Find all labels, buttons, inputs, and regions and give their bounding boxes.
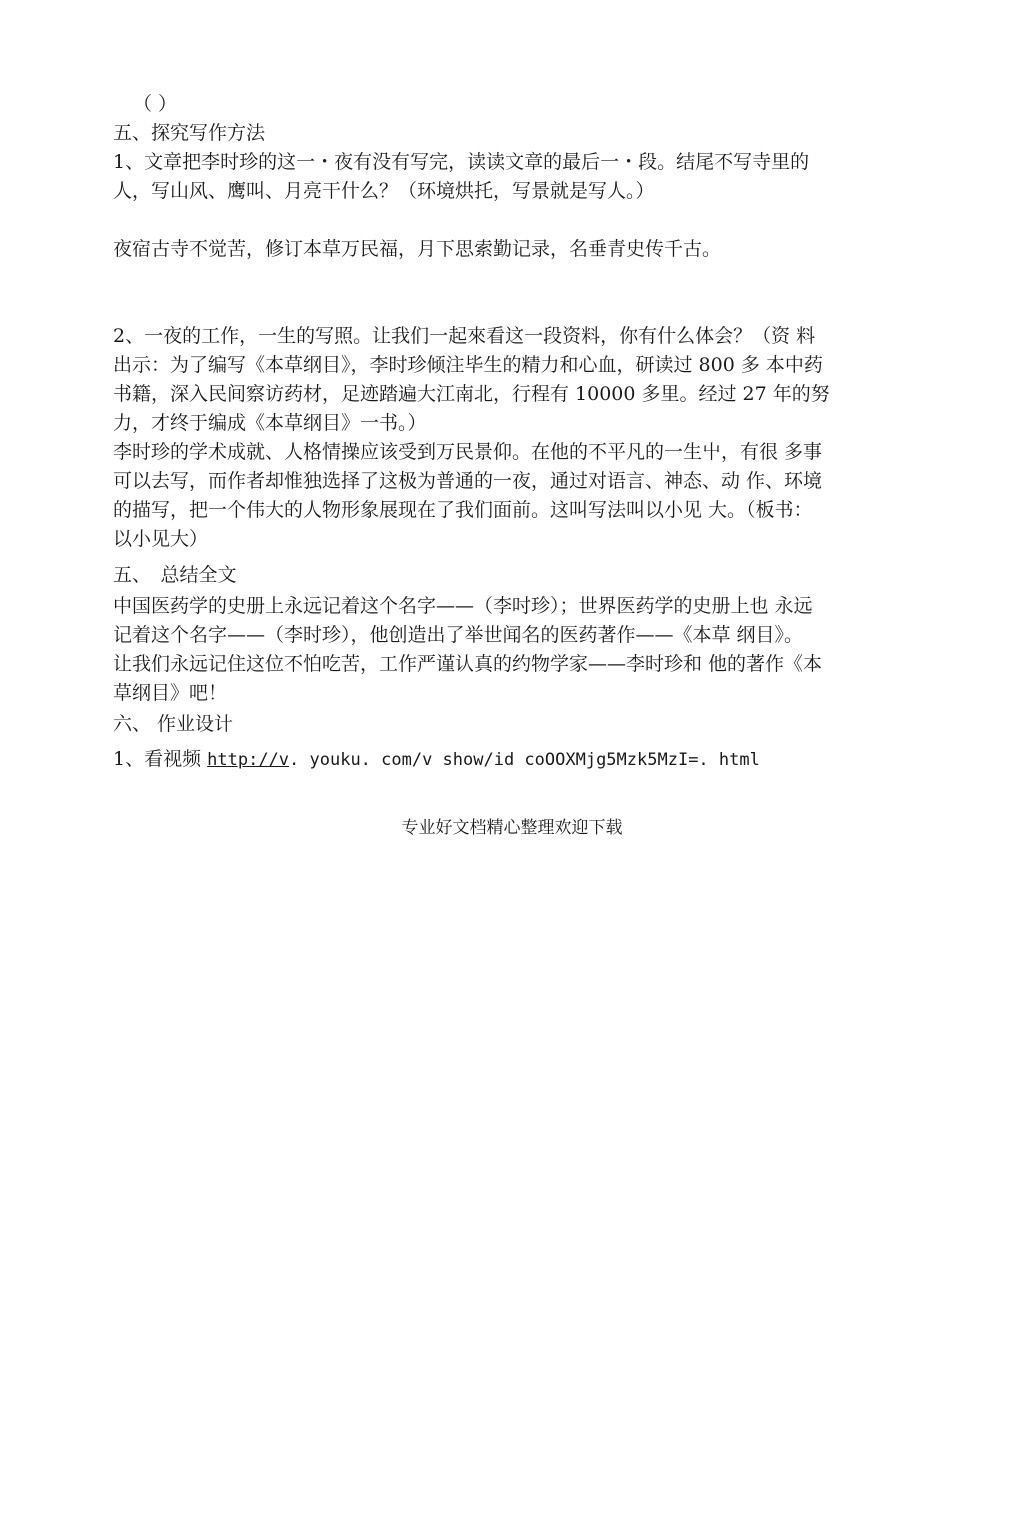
section-6-title-text: 六、 作业设计 xyxy=(113,713,234,735)
analysis-line-3: 的描写，把一个伟大的人物形象展现在了我们面前。这叫写法叫以小见 大。（板书： xyxy=(113,499,813,521)
analysis-line-4: 以小见大） xyxy=(113,528,209,550)
analysis-line-2: 可以去写，而作者却惟独选择了这极为普通的一夜，通过对语言、神态、动 作、环境 xyxy=(113,470,823,492)
question-1-line-1: 1、文章把李时珍的这一・夜有没有写完，读读文章的最后一・段。结尾不写寺里的 xyxy=(113,151,810,173)
section-5-title xyxy=(113,119,913,148)
paren-text: （ ） xyxy=(133,93,178,115)
page-footer: 专业好文档精心整理欢迎下载 xyxy=(401,818,623,838)
section-6-title xyxy=(113,710,913,739)
video-link[interactable]: http://v xyxy=(207,750,290,770)
poem-text: 夜宿古寺不觉苦，修订本草万民福，月下思索勤记录，名垂青史传千古。 xyxy=(113,238,722,260)
video-link-rest: . youku. com/v show/id coOOXMjg5Mzk5MzI=. html xyxy=(289,750,760,770)
question-1-line-2: 人，写山风、鹰叫、月亮干什么？（环境烘托，写景就是写人。） xyxy=(113,180,655,202)
paren-block xyxy=(113,90,913,119)
homework-1-prefix: 1、看视频 xyxy=(113,748,208,770)
homework-1-line xyxy=(113,745,913,775)
summary-line-2: 记着这个名字——（李时珍），他创造出了举世闻名的医药著作——《本草 纲目》。 xyxy=(113,624,804,646)
analysis-line-1: 李时珍的学术成就、人格情操应该受到万民景仰。在他的不平凡的一生屮，有很 多事 xyxy=(113,441,823,463)
summary-line-4: 草纲目》吧！ xyxy=(113,682,228,704)
summary-line-1: 中国医药学的史册上永远记着这个名字——（李吋珍）；世界医药学的史册上也 永远 xyxy=(113,595,813,617)
question-2 xyxy=(113,322,913,438)
question-2-line-4: 力，才终于编成《本草纲目》一书。） xyxy=(113,412,427,434)
analysis-paragraph xyxy=(113,438,913,554)
question-1 xyxy=(113,148,913,206)
question-2-line-3: 书籍，深入民间察访药材，足迹踏遍大江南北，行程有 10000 多里。经过 27 年的努 xyxy=(113,383,830,405)
question-2-line-1: 2、一夜的工作，一生的写照。让我们一起來看这一段资料，你有什么体会？（资 料 xyxy=(113,325,816,347)
homework-1 xyxy=(113,745,913,775)
question-2-line-2: 出示：为了编写《本草纲目》，李时珍倾注毕生的精力和心血，研读过 800 多 本中药 xyxy=(113,354,823,376)
poem xyxy=(113,235,913,264)
summary-paragraph xyxy=(113,592,913,708)
section-5-title-text: 五、探究写作方法 xyxy=(113,122,266,144)
section-5b-title xyxy=(113,561,913,590)
summary-line-3: 让我们永远记住这位不怕吃苦，工作严谨认真的约物学家——李时珍和 他的著作《本 xyxy=(113,653,823,675)
section-5b-title-text: 五、 总结全文 xyxy=(113,564,237,586)
